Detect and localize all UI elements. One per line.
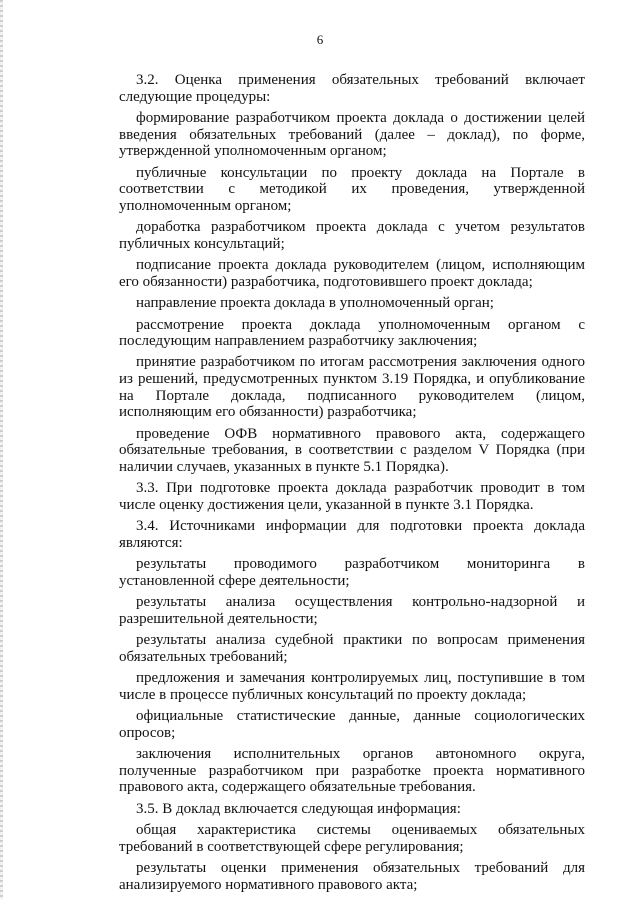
paragraph-3-4: 3.4. Источниками информации для подготовки проекта доклада являются: (119, 518, 585, 551)
paragraph: подписание проекта доклада руководителем (лицом, исполняющим его обязанности) разработчика, подготовившего проект доклада; (119, 257, 585, 290)
paragraph-3-2: 3.2. Оценка применения обязательных требований включает следующие процедуры: (119, 72, 585, 105)
paragraph: результаты проводимого разработчиком мониторинга в установленной сфере деятельности; (119, 556, 585, 589)
paragraph: заключения исполнительных органов автономного округа, полученные разработчиком при разработке проекта нормативного правового акта, содержащего обязательные требования. (119, 746, 585, 796)
scan-edge (0, 0, 3, 899)
paragraph: принятие разработчиком по итогам рассмотрения заключения одного из решений, предусмотренных пунктом 3.19 Порядка, и опубликование на Портале доклада, подписанного руководителем (лицом, исполняющим его обязанности) разработчика; (119, 354, 585, 421)
paragraph: доработка разработчиком проекта доклада с учетом результатов публичных консультаций; (119, 219, 585, 252)
paragraph: результаты анализа судебной практики по вопросам применения обязательных требований; (119, 632, 585, 665)
paragraph: официальные статистические данные, данные социологических опросов; (119, 708, 585, 741)
paragraph: рассмотрение проекта доклада уполномоченным органом с последующим направлением разработчику заключения; (119, 316, 585, 350)
paragraph: результаты анализа осуществления контрольно-надзорной и разрешительной деятельности; (119, 594, 585, 627)
page-number: 6 (316, 32, 324, 47)
paragraph: направление проекта доклада в уполномоченный орган; (136, 295, 494, 312)
paragraph: общая характеристика системы оцениваемых обязательных требований в соответствующей сфере регулирования; (119, 822, 585, 855)
paragraph-3-3: 3.3. При подготовке проекта доклада разработчик проводит в том числе оценку достижения цели, указанной в пункте 3.1 Порядка. (119, 480, 585, 513)
document-body (119, 72, 585, 898)
paragraph: формирование разработчиком проекта доклада о достижении целей введения обязательных требований (далее – доклад), по форме, утвержденной уполномоченным органом; (119, 109, 585, 160)
paragraph: предложения и замечания контролируемых лиц, поступившие в том числе в процессе публичных консультаций по проекту доклада; (119, 670, 585, 703)
paragraph: проведение ОФВ нормативного правового акта, содержащего обязательные требования, в соответствии с разделом V Порядка (при наличии случаев, указанных в пункте 5.1 Порядка). (119, 425, 585, 475)
paragraph: результаты оценки применения обязательных требований для анализируемого нормативного правового акта; (119, 860, 585, 893)
paragraph: публичные консультации по проекту доклада на Портале в соответствии с методикой их проведения, утвержденной уполномоченным органом; (119, 164, 585, 214)
paragraph-3-5: 3.5. В доклад включается следующая информация: (136, 800, 461, 817)
